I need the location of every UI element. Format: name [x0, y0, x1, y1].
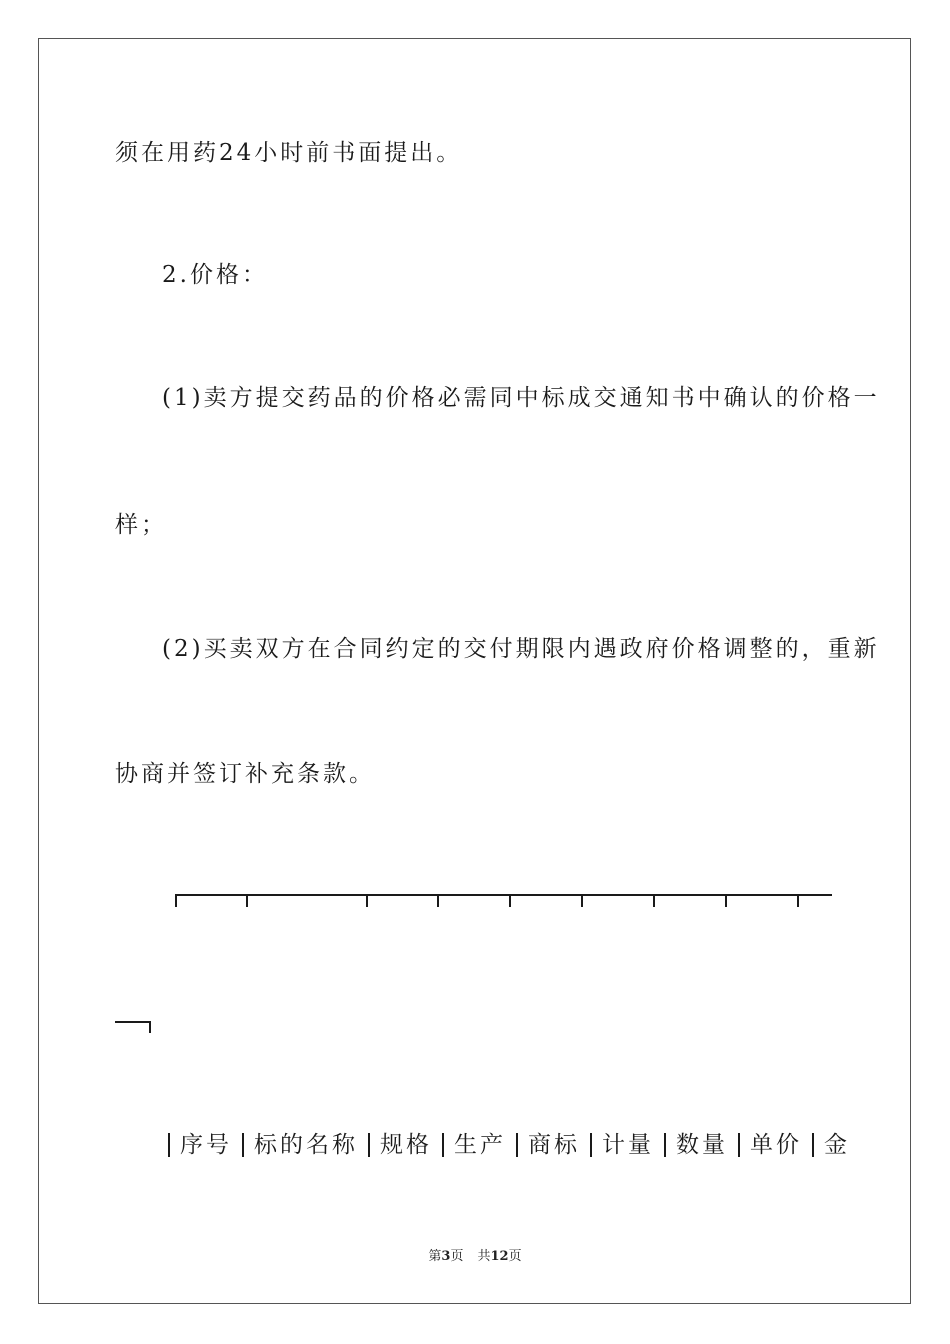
- table-top-tick: [366, 894, 368, 907]
- table-corner-border: [115, 1021, 151, 1023]
- footer-page-number: 3: [441, 1249, 451, 1264]
- footer-total-pages: 12: [490, 1249, 509, 1264]
- footer-total-prefix: 共: [477, 1249, 491, 1264]
- table-header-cell: 计量: [602, 1132, 654, 1158]
- footer-page-prefix: 第: [428, 1249, 442, 1264]
- table-top-border: [175, 894, 832, 896]
- table-column-separator: [812, 1133, 814, 1157]
- table-column-separator: [664, 1133, 666, 1157]
- table-column-separator: [442, 1133, 444, 1157]
- paragraph-line-5: (2)买卖双方在合同约定的交付期限内遇政府价格调整的，重新: [162, 636, 880, 662]
- table-header-cell: 单价: [750, 1132, 802, 1158]
- table-top-tick: [653, 894, 655, 907]
- paragraph-line-6: 协商并签订补充条款。: [115, 761, 375, 787]
- section-heading-price: 2.价格：: [162, 262, 268, 288]
- page-footer: [0, 1248, 950, 1266]
- table-column-separator: [168, 1133, 170, 1157]
- table-top-tick: [509, 894, 511, 907]
- page-frame: [38, 38, 911, 1304]
- table-top-tick: [246, 894, 248, 907]
- table-top-tick: [725, 894, 727, 907]
- table-top-tick: [797, 894, 799, 907]
- paragraph-line-1: 须在用药24小时前书面提出。: [115, 140, 463, 166]
- table-header-cell: 数量: [676, 1132, 728, 1158]
- table-corner-tick: [149, 1021, 151, 1033]
- table-header-cell: 规格: [380, 1132, 432, 1158]
- table-header-cell: 序号: [180, 1132, 232, 1158]
- table-header-row: [168, 1130, 850, 1160]
- table-header-cell: 金: [824, 1132, 850, 1158]
- table-top-tick: [437, 894, 439, 907]
- footer-page-suffix: 页: [450, 1249, 464, 1264]
- table-column-separator: [368, 1133, 370, 1157]
- table-header-cell: 生产: [454, 1132, 506, 1158]
- table-top-tick: [175, 894, 177, 907]
- footer-total-suffix: 页: [508, 1249, 522, 1264]
- table-header-cell: 商标: [528, 1132, 580, 1158]
- table-column-separator: [242, 1133, 244, 1157]
- paragraph-line-3: (1)卖方提交药品的价格必需同中标成交通知书中确认的价格一: [162, 385, 880, 411]
- table-column-separator: [738, 1133, 740, 1157]
- table-column-separator: [590, 1133, 592, 1157]
- table-header-cell: 标的名称: [254, 1132, 358, 1158]
- paragraph-line-4: 样；: [115, 512, 167, 538]
- table-column-separator: [516, 1133, 518, 1157]
- table-top-tick: [581, 894, 583, 907]
